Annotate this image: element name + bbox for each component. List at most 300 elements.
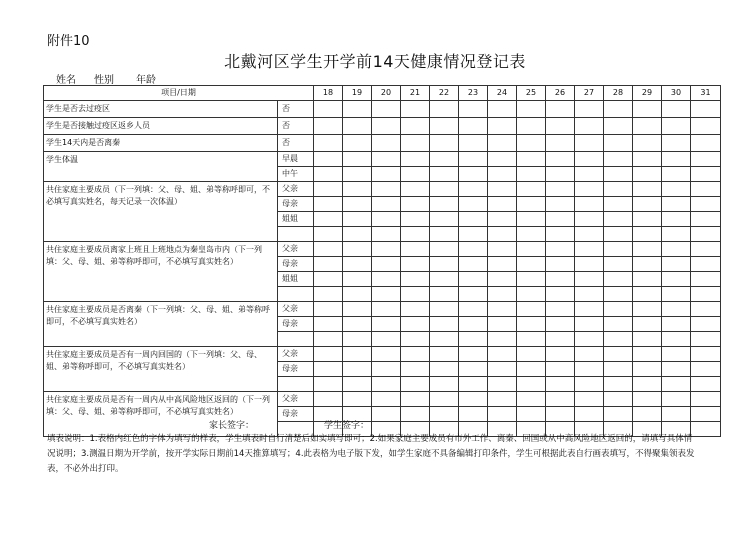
entry-cell[interactable] xyxy=(546,347,575,362)
entry-cell[interactable] xyxy=(372,197,401,212)
entry-cell[interactable] xyxy=(662,182,691,197)
entry-cell[interactable] xyxy=(633,167,662,182)
entry-cell[interactable] xyxy=(604,332,633,347)
entry-cell[interactable] xyxy=(691,152,721,167)
member-label: 母亲 xyxy=(278,257,314,272)
entry-cell[interactable] xyxy=(662,101,691,118)
entry-cell[interactable] xyxy=(546,407,575,422)
entry-cell[interactable] xyxy=(633,257,662,272)
entry-cell[interactable] xyxy=(546,257,575,272)
entry-cell[interactable] xyxy=(517,101,546,118)
entry-cell[interactable] xyxy=(430,362,459,377)
entry-cell[interactable] xyxy=(430,242,459,257)
entry-cell[interactable] xyxy=(401,257,430,272)
entry-cell[interactable] xyxy=(430,227,459,242)
entry-cell[interactable] xyxy=(459,101,488,118)
entry-cell[interactable] xyxy=(430,392,459,407)
entry-cell[interactable] xyxy=(575,135,604,152)
entry-cell[interactable] xyxy=(517,287,546,302)
entry-cell[interactable] xyxy=(430,287,459,302)
entry-cell[interactable] xyxy=(430,135,459,152)
entry-cell[interactable] xyxy=(314,377,343,392)
entry-cell[interactable] xyxy=(691,212,721,227)
entry-cell[interactable] xyxy=(372,377,401,392)
entry-cell[interactable] xyxy=(343,377,372,392)
entry-cell[interactable] xyxy=(691,118,721,135)
entry-cell[interactable] xyxy=(517,332,546,347)
entry-cell[interactable] xyxy=(691,257,721,272)
entry-cell[interactable] xyxy=(343,242,372,257)
entry-cell[interactable] xyxy=(314,392,343,407)
entry-cell[interactable] xyxy=(459,212,488,227)
entry-cell[interactable] xyxy=(314,197,343,212)
entry-cell[interactable] xyxy=(430,407,459,422)
entry-cell[interactable] xyxy=(314,212,343,227)
entry-cell[interactable] xyxy=(546,167,575,182)
entry-cell[interactable] xyxy=(314,101,343,118)
entry-cell[interactable] xyxy=(546,317,575,332)
entry-cell[interactable] xyxy=(633,212,662,227)
entry-cell[interactable] xyxy=(575,242,604,257)
entry-cell[interactable] xyxy=(459,242,488,257)
entry-cell[interactable] xyxy=(488,182,517,197)
entry-cell[interactable] xyxy=(430,332,459,347)
entry-cell[interactable] xyxy=(401,182,430,197)
entry-cell[interactable] xyxy=(633,152,662,167)
entry-cell[interactable] xyxy=(517,302,546,317)
entry-cell[interactable] xyxy=(575,197,604,212)
entry-cell[interactable] xyxy=(343,167,372,182)
entry-cell[interactable] xyxy=(604,118,633,135)
entry-cell[interactable] xyxy=(517,407,546,422)
entry-cell[interactable] xyxy=(488,392,517,407)
entry-cell[interactable] xyxy=(517,272,546,287)
date-header: 22 xyxy=(430,86,459,101)
entry-cell[interactable] xyxy=(459,407,488,422)
entry-cell[interactable] xyxy=(488,212,517,227)
entry-cell[interactable] xyxy=(662,287,691,302)
entry-cell[interactable] xyxy=(372,272,401,287)
item-label: 共住家庭主要成员离家上班且上班地点为秦皇岛市内（下一列填：父、母、姐、弟等称呼即可，不必填写真实姓名） xyxy=(44,242,278,302)
entry-cell[interactable] xyxy=(517,317,546,332)
entry-cell[interactable] xyxy=(517,257,546,272)
entry-cell[interactable] xyxy=(604,212,633,227)
entry-cell[interactable] xyxy=(662,302,691,317)
entry-cell[interactable] xyxy=(604,287,633,302)
entry-cell[interactable] xyxy=(401,167,430,182)
entry-cell[interactable] xyxy=(372,407,401,422)
entry-cell[interactable] xyxy=(517,118,546,135)
entry-cell[interactable] xyxy=(459,227,488,242)
entry-cell[interactable] xyxy=(633,242,662,257)
entry-cell[interactable] xyxy=(372,135,401,152)
entry-cell[interactable] xyxy=(575,332,604,347)
entry-cell[interactable] xyxy=(575,287,604,302)
entry-cell[interactable] xyxy=(662,118,691,135)
entry-cell[interactable] xyxy=(575,227,604,242)
entry-cell[interactable] xyxy=(691,242,721,257)
member-label xyxy=(278,227,314,242)
entry-cell[interactable] xyxy=(575,212,604,227)
entry-cell[interactable] xyxy=(314,347,343,362)
entry-cell[interactable] xyxy=(401,302,430,317)
entry-cell[interactable] xyxy=(459,317,488,332)
entry-cell[interactable] xyxy=(488,197,517,212)
entry-cell[interactable] xyxy=(401,347,430,362)
entry-cell[interactable] xyxy=(575,272,604,287)
entry-cell[interactable] xyxy=(430,302,459,317)
entry-cell[interactable] xyxy=(343,101,372,118)
entry-cell[interactable] xyxy=(314,242,343,257)
entry-cell[interactable] xyxy=(401,152,430,167)
entry-cell[interactable] xyxy=(343,272,372,287)
entry-cell[interactable] xyxy=(343,362,372,377)
entry-cell[interactable] xyxy=(459,377,488,392)
entry-cell[interactable] xyxy=(662,167,691,182)
entry-cell[interactable] xyxy=(488,347,517,362)
entry-cell[interactable] xyxy=(488,152,517,167)
entry-cell[interactable] xyxy=(546,392,575,407)
entry-cell[interactable] xyxy=(546,332,575,347)
entry-cell[interactable] xyxy=(633,272,662,287)
entry-cell[interactable] xyxy=(575,392,604,407)
entry-cell[interactable] xyxy=(459,302,488,317)
entry-cell[interactable] xyxy=(662,152,691,167)
entry-cell[interactable] xyxy=(401,197,430,212)
entry-cell[interactable] xyxy=(662,135,691,152)
entry-cell[interactable] xyxy=(691,347,721,362)
entry-cell[interactable] xyxy=(691,167,721,182)
entry-cell[interactable] xyxy=(343,257,372,272)
entry-cell[interactable] xyxy=(517,347,546,362)
entry-cell[interactable] xyxy=(430,347,459,362)
entry-cell[interactable] xyxy=(691,227,721,242)
entry-cell[interactable] xyxy=(517,212,546,227)
entry-cell[interactable] xyxy=(633,392,662,407)
entry-cell[interactable] xyxy=(314,167,343,182)
entry-cell[interactable] xyxy=(633,135,662,152)
entry-cell[interactable] xyxy=(459,347,488,362)
entry-cell[interactable] xyxy=(314,287,343,302)
entry-cell[interactable] xyxy=(662,257,691,272)
entry-cell[interactable] xyxy=(633,227,662,242)
entry-cell[interactable] xyxy=(604,152,633,167)
entry-cell[interactable] xyxy=(401,272,430,287)
entry-cell[interactable] xyxy=(488,167,517,182)
entry-cell[interactable] xyxy=(488,377,517,392)
entry-cell[interactable] xyxy=(546,227,575,242)
entry-cell[interactable] xyxy=(430,182,459,197)
entry-cell[interactable] xyxy=(372,362,401,377)
entry-cell[interactable] xyxy=(401,118,430,135)
entry-cell[interactable] xyxy=(575,362,604,377)
entry-cell[interactable] xyxy=(401,392,430,407)
entry-cell[interactable] xyxy=(372,227,401,242)
entry-cell[interactable] xyxy=(343,302,372,317)
entry-cell[interactable] xyxy=(546,272,575,287)
entry-cell[interactable] xyxy=(343,182,372,197)
entry-cell[interactable] xyxy=(401,227,430,242)
entry-cell[interactable] xyxy=(575,347,604,362)
entry-cell[interactable] xyxy=(401,332,430,347)
entry-cell[interactable] xyxy=(604,242,633,257)
entry-cell[interactable] xyxy=(575,317,604,332)
entry-cell[interactable] xyxy=(314,182,343,197)
entry-cell[interactable] xyxy=(372,118,401,135)
entry-cell[interactable] xyxy=(546,302,575,317)
entry-cell[interactable] xyxy=(401,317,430,332)
entry-cell[interactable] xyxy=(517,182,546,197)
entry-cell[interactable] xyxy=(575,152,604,167)
entry-cell[interactable] xyxy=(546,135,575,152)
entry-cell[interactable] xyxy=(633,287,662,302)
entry-cell[interactable] xyxy=(314,302,343,317)
entry-cell[interactable] xyxy=(662,347,691,362)
entry-cell[interactable] xyxy=(662,242,691,257)
entry-cell[interactable] xyxy=(691,407,721,422)
entry-cell[interactable] xyxy=(488,242,517,257)
entry-cell[interactable] xyxy=(604,362,633,377)
entry-cell[interactable] xyxy=(314,272,343,287)
entry-cell[interactable] xyxy=(372,101,401,118)
entry-cell[interactable] xyxy=(575,302,604,317)
entry-cell[interactable] xyxy=(430,317,459,332)
entry-cell[interactable] xyxy=(662,362,691,377)
entry-cell[interactable] xyxy=(430,118,459,135)
entry-cell[interactable] xyxy=(488,118,517,135)
entry-cell[interactable] xyxy=(314,227,343,242)
entry-cell[interactable] xyxy=(604,167,633,182)
entry-cell[interactable] xyxy=(459,182,488,197)
entry-cell[interactable] xyxy=(691,135,721,152)
entry-cell[interactable] xyxy=(343,152,372,167)
entry-cell[interactable] xyxy=(633,347,662,362)
entry-cell[interactable] xyxy=(604,377,633,392)
entry-cell[interactable] xyxy=(662,377,691,392)
entry-cell[interactable] xyxy=(691,317,721,332)
entry-cell[interactable] xyxy=(662,227,691,242)
entry-cell[interactable] xyxy=(691,287,721,302)
entry-cell[interactable] xyxy=(401,362,430,377)
entry-cell[interactable] xyxy=(343,197,372,212)
entry-cell[interactable] xyxy=(691,197,721,212)
entry-cell[interactable] xyxy=(401,212,430,227)
entry-cell[interactable] xyxy=(662,392,691,407)
entry-cell[interactable] xyxy=(604,302,633,317)
entry-cell[interactable] xyxy=(314,362,343,377)
entry-cell[interactable] xyxy=(459,197,488,212)
entry-cell[interactable] xyxy=(488,332,517,347)
entry-cell[interactable] xyxy=(546,152,575,167)
entry-cell[interactable] xyxy=(517,197,546,212)
entry-cell[interactable] xyxy=(604,407,633,422)
entry-cell[interactable] xyxy=(343,317,372,332)
entry-cell[interactable] xyxy=(575,167,604,182)
entry-cell[interactable] xyxy=(691,362,721,377)
entry-cell[interactable] xyxy=(430,152,459,167)
entry-cell[interactable] xyxy=(314,332,343,347)
entry-cell[interactable] xyxy=(488,135,517,152)
entry-cell[interactable] xyxy=(488,227,517,242)
entry-cell[interactable] xyxy=(662,332,691,347)
entry-cell[interactable] xyxy=(459,167,488,182)
entry-cell[interactable] xyxy=(459,118,488,135)
entry-cell[interactable] xyxy=(488,302,517,317)
entry-cell[interactable] xyxy=(459,287,488,302)
entry-cell[interactable] xyxy=(314,317,343,332)
entry-cell[interactable] xyxy=(430,377,459,392)
entry-cell[interactable] xyxy=(575,118,604,135)
entry-cell[interactable] xyxy=(372,242,401,257)
entry-cell[interactable] xyxy=(314,257,343,272)
entry-cell[interactable] xyxy=(343,332,372,347)
entry-cell[interactable] xyxy=(691,302,721,317)
entry-cell[interactable] xyxy=(343,118,372,135)
entry-cell[interactable] xyxy=(459,257,488,272)
entry-cell[interactable] xyxy=(459,392,488,407)
entry-cell[interactable] xyxy=(430,257,459,272)
entry-cell[interactable] xyxy=(401,287,430,302)
entry-cell[interactable] xyxy=(517,135,546,152)
entry-cell[interactable] xyxy=(633,332,662,347)
entry-cell[interactable] xyxy=(343,227,372,242)
entry-cell[interactable] xyxy=(633,101,662,118)
entry-cell[interactable] xyxy=(517,167,546,182)
entry-cell[interactable] xyxy=(604,392,633,407)
entry-cell[interactable] xyxy=(343,212,372,227)
entry-cell[interactable] xyxy=(517,242,546,257)
entry-cell[interactable] xyxy=(633,118,662,135)
entry-cell[interactable] xyxy=(488,257,517,272)
entry-cell[interactable] xyxy=(372,287,401,302)
entry-cell[interactable] xyxy=(314,118,343,135)
entry-cell[interactable] xyxy=(662,197,691,212)
entry-cell[interactable] xyxy=(604,317,633,332)
entry-cell[interactable] xyxy=(372,347,401,362)
entry-cell[interactable] xyxy=(430,197,459,212)
entry-cell[interactable] xyxy=(401,135,430,152)
entry-cell[interactable] xyxy=(343,135,372,152)
entry-cell[interactable] xyxy=(430,272,459,287)
entry-cell[interactable] xyxy=(343,347,372,362)
entry-cell[interactable] xyxy=(604,182,633,197)
entry-cell[interactable] xyxy=(546,197,575,212)
entry-cell[interactable] xyxy=(314,152,343,167)
entry-cell[interactable] xyxy=(372,317,401,332)
entry-cell[interactable] xyxy=(401,242,430,257)
entry-cell[interactable] xyxy=(604,197,633,212)
entry-cell[interactable] xyxy=(604,272,633,287)
entry-cell[interactable] xyxy=(604,347,633,362)
entry-cell[interactable] xyxy=(633,407,662,422)
entry-cell[interactable] xyxy=(546,118,575,135)
entry-cell[interactable] xyxy=(459,135,488,152)
entry-cell[interactable] xyxy=(691,332,721,347)
entry-cell[interactable] xyxy=(633,197,662,212)
entry-cell[interactable] xyxy=(517,392,546,407)
entry-cell[interactable] xyxy=(633,377,662,392)
entry-cell[interactable] xyxy=(691,101,721,118)
entry-cell[interactable] xyxy=(343,392,372,407)
item-label: 学生是否接触过疫区返乡人员 xyxy=(44,118,278,135)
entry-cell[interactable] xyxy=(372,182,401,197)
entry-cell[interactable] xyxy=(604,227,633,242)
entry-cell[interactable] xyxy=(575,407,604,422)
entry-cell[interactable] xyxy=(372,392,401,407)
entry-cell[interactable] xyxy=(662,272,691,287)
entry-cell[interactable] xyxy=(546,287,575,302)
entry-cell[interactable] xyxy=(604,257,633,272)
entry-cell[interactable] xyxy=(488,101,517,118)
entry-cell[interactable] xyxy=(517,227,546,242)
entry-cell[interactable] xyxy=(459,362,488,377)
entry-cell[interactable] xyxy=(691,377,721,392)
entry-cell[interactable] xyxy=(575,182,604,197)
member-label: 姐姐 xyxy=(278,272,314,287)
entry-cell[interactable] xyxy=(488,272,517,287)
entry-cell[interactable] xyxy=(459,332,488,347)
entry-cell[interactable] xyxy=(459,272,488,287)
entry-cell[interactable] xyxy=(575,377,604,392)
entry-cell[interactable] xyxy=(633,317,662,332)
entry-cell[interactable] xyxy=(517,152,546,167)
entry-cell[interactable] xyxy=(401,407,430,422)
entry-cell[interactable] xyxy=(430,101,459,118)
entry-cell[interactable] xyxy=(546,101,575,118)
entry-cell[interactable] xyxy=(662,212,691,227)
entry-cell[interactable] xyxy=(546,182,575,197)
entry-cell[interactable] xyxy=(314,135,343,152)
entry-cell[interactable] xyxy=(372,212,401,227)
entry-cell[interactable] xyxy=(604,101,633,118)
entry-cell[interactable] xyxy=(430,212,459,227)
entry-cell[interactable] xyxy=(517,377,546,392)
entry-cell[interactable] xyxy=(691,182,721,197)
entry-cell[interactable] xyxy=(488,317,517,332)
entry-cell[interactable] xyxy=(343,287,372,302)
entry-cell[interactable] xyxy=(372,302,401,317)
member-label xyxy=(278,287,314,302)
entry-cell[interactable] xyxy=(691,392,721,407)
entry-cell[interactable] xyxy=(662,317,691,332)
entry-cell[interactable] xyxy=(691,272,721,287)
entry-cell[interactable] xyxy=(372,152,401,167)
entry-cell[interactable] xyxy=(633,182,662,197)
entry-cell[interactable] xyxy=(430,167,459,182)
entry-cell[interactable] xyxy=(401,101,430,118)
member-label: 母亲 xyxy=(278,362,314,377)
entry-cell[interactable] xyxy=(546,377,575,392)
entry-cell[interactable] xyxy=(488,287,517,302)
entry-cell[interactable] xyxy=(604,135,633,152)
entry-cell[interactable] xyxy=(488,362,517,377)
entry-cell[interactable] xyxy=(633,362,662,377)
entry-cell[interactable] xyxy=(372,332,401,347)
entry-cell[interactable] xyxy=(517,362,546,377)
entry-cell[interactable] xyxy=(459,152,488,167)
entry-cell[interactable] xyxy=(546,362,575,377)
entry-cell[interactable] xyxy=(546,242,575,257)
entry-cell[interactable] xyxy=(488,407,517,422)
entry-cell[interactable] xyxy=(372,167,401,182)
entry-cell[interactable] xyxy=(546,212,575,227)
entry-cell[interactable] xyxy=(575,101,604,118)
entry-cell[interactable] xyxy=(372,257,401,272)
entry-cell[interactable] xyxy=(575,257,604,272)
entry-cell[interactable] xyxy=(401,377,430,392)
entry-cell[interactable] xyxy=(633,302,662,317)
entry-cell[interactable] xyxy=(662,407,691,422)
